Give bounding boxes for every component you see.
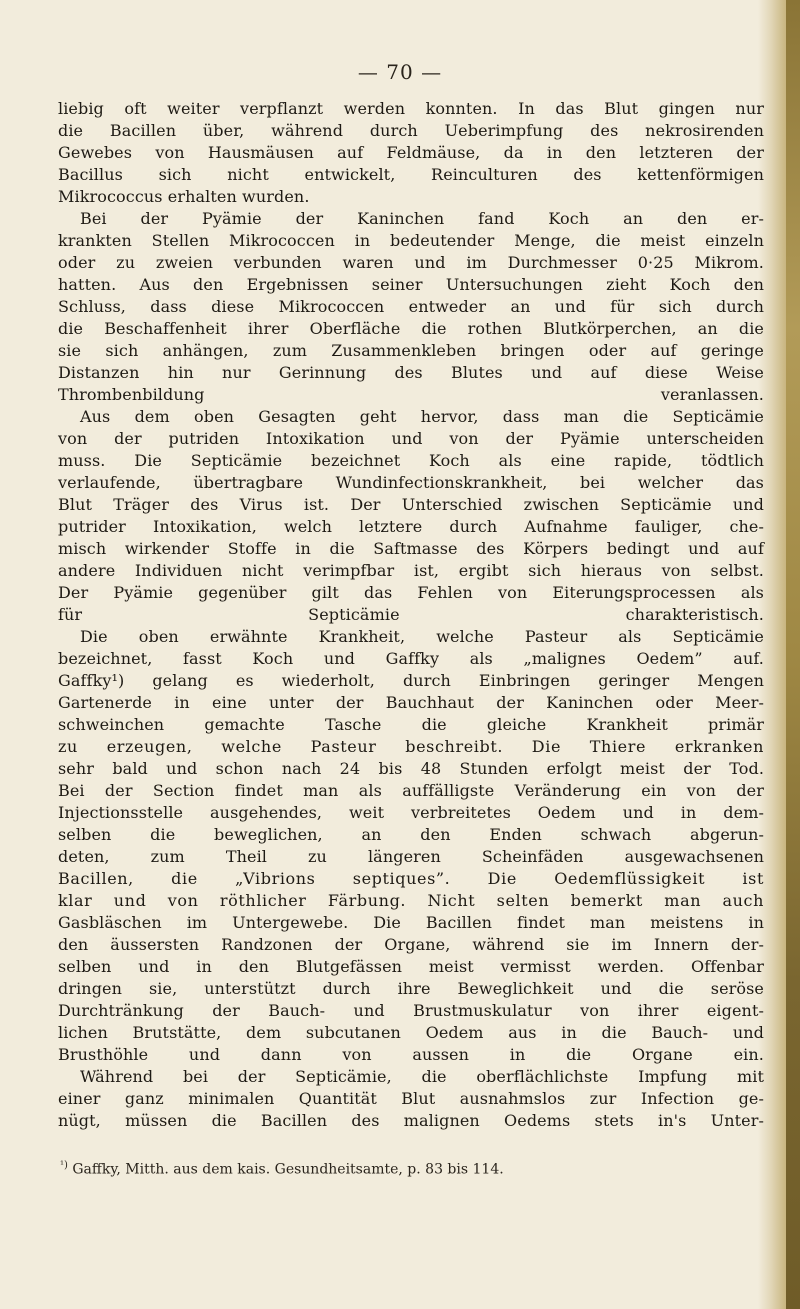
text-line: Durchtränkung der Bauch- und Brustmuskulatur von ihrer eigent- xyxy=(58,1001,764,1020)
text-line: klar und von röthlicher Färbung. Nicht selten bemerkt man auch xyxy=(58,891,764,910)
text-line: die Beschaffenheit ihrer Oberfläche die rothen Blutkörperchen, an die xyxy=(58,319,764,338)
text-line: Brusthöhle und dann von aussen in die Organe ein. xyxy=(58,1045,764,1064)
text-line: andere Individuen nicht verimpfbar ist, ergibt sich hieraus von selbst. xyxy=(58,561,764,580)
page-number: — 70 — xyxy=(357,60,443,84)
text-line: nügt, müssen die Bacillen des malignen Oedems stets in's Unter- xyxy=(58,1111,764,1130)
footnote-marker: ¹) xyxy=(60,1160,68,1171)
text-line: putrider Intoxikation, welch letztere durch Aufnahme fauliger, che- xyxy=(58,517,764,536)
text-line: oder zu zweien verbunden waren und im Durchmesser 0·25 Mikrom. xyxy=(58,253,764,272)
text-line: Gewebes von Hausmäusen auf Feldmäuse, da in den letzteren der xyxy=(58,143,764,162)
text-line: für Septicämie charakteristisch. xyxy=(58,605,764,624)
text-line: verlaufende, übertragbare Wundinfectionskrankheit, bei welcher das xyxy=(58,473,764,492)
text-line: Gasbläschen im Untergewebe. Die Bacillen findet man meistens in xyxy=(58,913,764,932)
text-line: den äussersten Randzonen der Organe, während sie im Innern der- xyxy=(58,935,764,954)
text-line: Gaffky¹) gelang es wiederholt, durch Einbringen geringer Mengen xyxy=(58,671,764,690)
text-line: Die oben erwähnte Krankheit, welche Pasteur als Septicämie xyxy=(80,627,764,646)
text-line: die Bacillen über, während durch Ueberimpfung des nekrosirenden xyxy=(58,121,764,140)
text-line: Thrombenbildung veranlassen. xyxy=(58,385,764,404)
text-line: selben und in den Blutgefässen meist vermisst werden. Offenbar xyxy=(58,957,764,976)
text-line: zu erzeugen, welche Pasteur beschreibt. Die Thiere erkranken xyxy=(58,737,764,756)
footnote-text: Gaffky, Mitth. aus dem kais. Gesundheitsamte, p. 83 bis 114. xyxy=(72,1161,504,1178)
text-line: Bacillen, die „Vibrions septiques”. Die Oedemflüssigkeit ist xyxy=(58,869,764,888)
text-line: Distanzen hin nur Gerinnung des Blutes und auf diese Weise xyxy=(58,363,764,382)
text-line: muss. Die Septicämie bezeichnet Koch als eine rapide, tödtlich xyxy=(58,451,764,470)
text-line: Bei der Pyämie der Kaninchen fand Koch an den er- xyxy=(80,209,764,228)
text-line: von der putriden Intoxikation und von der Pyämie unterscheiden xyxy=(58,429,764,448)
text-line: Mikrococcus erhalten wurden. xyxy=(58,187,310,206)
text-line: Injectionsstelle ausgehendes, weit verbreitetes Oedem und in dem- xyxy=(58,803,764,822)
text-line: Gartenerde in eine unter der Bauchhaut der Kaninchen oder Meer- xyxy=(58,693,764,712)
text-line: Bei der Section findet man als auffälligste Veränderung ein von der xyxy=(58,781,764,800)
text-line: krankten Stellen Mikrococcen in bedeutender Menge, die meist einzeln xyxy=(58,231,764,250)
text-line: Schluss, dass diese Mikrococcen entweder an und für sich durch xyxy=(58,297,764,316)
text-line: Der Pyämie gegenüber gilt das Fehlen von Eiterungsprocessen als xyxy=(58,583,764,602)
text-line: Blut Träger des Virus ist. Der Unterschied zwischen Septicämie und xyxy=(58,495,764,514)
text-line: einer ganz minimalen Quantität Blut ausnahmslos zur Infection ge- xyxy=(58,1089,764,1108)
text-line: Bacillus sich nicht entwickelt, Reinculturen des kettenförmigen xyxy=(58,165,764,184)
text-line: liebig oft weiter verpflanzt werden konnten. In das Blut gingen nur xyxy=(58,99,764,118)
text-line: hatten. Aus den Ergebnissen seiner Untersuchungen zieht Koch den xyxy=(58,275,764,294)
text-line: dringen sie, unterstützt durch ihre Beweglichkeit und die seröse xyxy=(58,979,764,998)
text-line: lichen Brutstätte, dem subcutanen Oedem aus in die Bauch- und xyxy=(58,1023,764,1042)
text-line: sie sich anhängen, zum Zusammenkleben bringen oder auf geringe xyxy=(58,341,764,360)
body-text xyxy=(58,98,764,1132)
text-line: schweinchen gemachte Tasche die gleiche Krankheit primär xyxy=(58,715,764,734)
page-binding-edge xyxy=(786,0,800,1309)
footnote xyxy=(60,1156,760,1180)
text-line: Aus dem oben Gesagten geht hervor, dass man die Septicämie xyxy=(80,407,764,426)
text-line: Während bei der Septicämie, die oberflächlichste Impfung mit xyxy=(80,1067,764,1086)
text-line: selben die beweglichen, an den Enden schwach abgerun- xyxy=(58,825,764,844)
text-line: sehr bald und schon nach 24 bis 48 Stunden erfolgt meist der Tod. xyxy=(58,759,764,778)
text-line: deten, zum Theil zu längeren Scheinfäden ausgewachsenen xyxy=(58,847,764,866)
text-line: bezeichnet, fasst Koch und Gaffky als „malignes Oedem” auf. xyxy=(58,649,764,668)
text-line: misch wirkender Stoffe in die Saftmasse des Körpers bedingt und auf xyxy=(58,539,764,558)
